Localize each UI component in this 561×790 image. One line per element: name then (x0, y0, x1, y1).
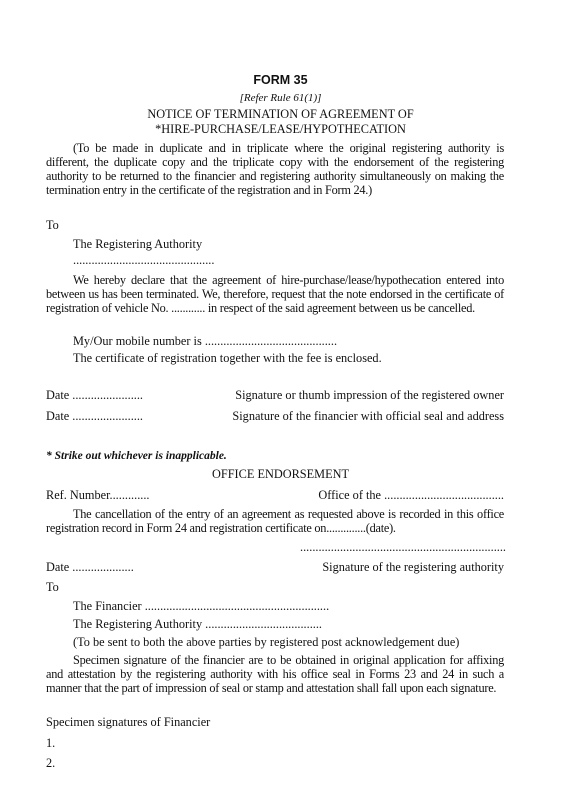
owner-date-field: Date ....................... (46, 388, 143, 402)
financier-date-field: Date ....................... (46, 409, 143, 423)
notice-heading-line-1: NOTICE OF TERMINATION OF AGREEMENT OF (147, 107, 414, 121)
specimen-signature-paragraph: Specimen signature of the financier are to be obtained in original application for affixing and attestation by the registering authority with his office seal in Forms 23 and 24 in such a manner that the part of impression of seal or stamp and attestation shall fall upon each signature. (46, 653, 504, 695)
addressee-registering-authority: The Registering Authority (73, 237, 203, 251)
registered-post-note: (To be sent to both the above parties by registered post acknowledgement due) (73, 635, 460, 649)
addressee-blank-line: .............................................. (73, 253, 215, 267)
rule-reference: [Refer Rule 61(1)] (239, 92, 322, 104)
declaration-paragraph: We hereby declare that the agreement of hire-purchase/lease/hypothecation entered into between us has been terminated. We, therefore, request that the note endorsed in the certificate of registration of vehicle No. ............ in respect of the said agreement between us be cancelled. (46, 273, 504, 315)
endorsement-date-field: Date .................... (46, 560, 134, 574)
specimen-item-2: 2. (46, 756, 56, 770)
to-label: To (46, 218, 59, 232)
endorsement-to-label: To (46, 580, 59, 594)
strike-out-note: * Strike out whichever is inapplicable. (46, 450, 227, 462)
form-title: FORM 35 (253, 73, 308, 87)
office-of-field: Office of the ....................................... (318, 488, 504, 502)
cancellation-paragraph: The cancellation of the entry of an agreement as requested above is recorded in this office registration record in Form 24 and registration certificate on..............(date). (46, 507, 504, 535)
ref-number-field: Ref. Number............. (46, 488, 150, 502)
authority-address-line: The Registering Authority ...................................... (73, 617, 322, 631)
authority-signature-blank: ................................................................... (300, 540, 506, 554)
registering-authority-signature-label: Signature of the registering authority (322, 560, 504, 574)
mobile-number-line: My/Our mobile number is ........................................... (73, 334, 338, 348)
specimen-item-1: 1. (46, 736, 56, 750)
financier-address-line: The Financier ............................................................ (73, 599, 330, 613)
specimen-signatures-heading: Specimen signatures of Financier (46, 715, 211, 729)
certificate-enclosed-line: The certificate of registration together with the fee is enclosed. (73, 351, 382, 365)
notice-heading-line-2: *HIRE-PURCHASE/LEASE/HYPOTHECATION (155, 122, 406, 136)
owner-signature-label: Signature or thumb impression of the registered owner (235, 388, 504, 402)
office-endorsement-heading: OFFICE ENDORSEMENT (212, 467, 349, 481)
instructions-paragraph: (To be made in duplicate and in triplicate where the original registering authority is different, the duplicate copy and the triplicate copy with the endorsement of the registering authority to be returned to the financier and registering authority simultaneously on making the termination entry in the certificate of the registration and in Form 24.) (46, 141, 504, 197)
financier-signature-label: Signature of the financier with official seal and address (232, 409, 504, 423)
